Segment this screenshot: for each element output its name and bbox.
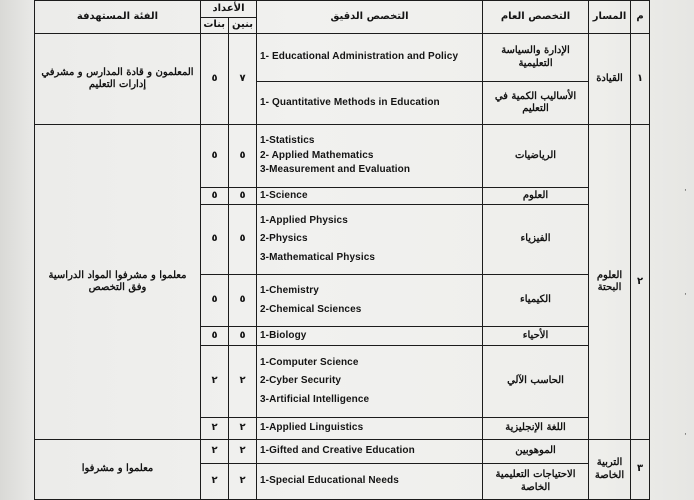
precise-cell: [257, 327, 483, 346]
general-cell: الرياضيات: [483, 125, 589, 188]
general-cell: الموهوبين: [483, 440, 589, 464]
precise-item: 1-Chemistry: [260, 284, 319, 296]
header-row: [35, 1, 650, 18]
track-cell: التربية الخاصة: [589, 440, 631, 500]
girls-count: ٢: [201, 464, 229, 500]
precise-item: 3-Artificial Intelligence: [260, 393, 370, 405]
general-cell: الأساليب الكمية في التعليم: [483, 82, 589, 125]
scan-mark: ·: [684, 290, 687, 300]
specializations-table: [34, 0, 650, 500]
precise-item: 1-Gifted and Creative Education: [260, 445, 415, 457]
girls-count: ٢: [201, 346, 229, 418]
general-cell: الفيزياء: [483, 205, 589, 275]
boys-count: ٥: [229, 327, 257, 346]
general-cell: الإدارة والسياسة التعليمية: [483, 34, 589, 82]
precise-item: 3-Mathematical Physics: [260, 251, 376, 263]
girls-count: ٥: [201, 205, 229, 275]
header-boys: بنين: [229, 18, 257, 34]
precise-cell: [257, 346, 483, 418]
precise-item: 3-Measurement and Evaluation: [260, 164, 411, 176]
group-number: ١: [631, 34, 650, 125]
boys-count: ٥: [229, 188, 257, 205]
general-cell: الحاسب الآلي: [483, 346, 589, 418]
precise-cell: [257, 125, 483, 188]
girls-count: ٢: [201, 440, 229, 464]
precise-cell: [257, 275, 483, 327]
precise-cell: [257, 188, 483, 205]
target-cell: معلموا و مشرفوا: [35, 440, 201, 500]
scan-mark: ·: [684, 186, 687, 196]
precise-item: 1-Science: [260, 189, 308, 201]
precise-item: 1-Special Educational Needs: [260, 475, 399, 487]
table-row: [35, 440, 650, 464]
girls-count: ٥: [201, 125, 229, 188]
precise-item: 1-Applied Physics: [260, 214, 348, 226]
girls-count: ٥: [201, 34, 229, 125]
precise-item: 1- Quantitative Methods in Education: [260, 96, 440, 108]
general-cell: الأحياء: [483, 327, 589, 346]
boys-count: ٢: [229, 464, 257, 500]
precise-cell: [257, 418, 483, 440]
boys-count: ٢: [229, 418, 257, 440]
header-general: التخصص العام: [483, 1, 589, 34]
general-cell: اللغة الإنجليزية: [483, 418, 589, 440]
boys-count: ٥: [229, 205, 257, 275]
girls-count: ٥: [201, 327, 229, 346]
precise-cell: [257, 440, 483, 464]
precise-cell: [257, 205, 483, 275]
group-number: ٣: [631, 440, 650, 500]
header-girls: بنات: [201, 18, 229, 34]
precise-item: 2-Chemical Sciences: [260, 304, 362, 315]
precise-item: 1-Computer Science: [260, 356, 359, 368]
precise-item: 1-Applied Linguistics: [260, 422, 364, 434]
header-counts: الأعداد: [201, 1, 257, 18]
target-cell: المعلمون و قادة المدارس و مشرفي إدارات التعليم: [35, 34, 201, 125]
precise-cell: [257, 34, 483, 82]
girls-count: ٢: [201, 418, 229, 440]
precise-item: 1- Educational Administration and Policy: [260, 51, 459, 63]
boys-count: ٥: [229, 275, 257, 327]
track-cell: القيادة: [589, 34, 631, 125]
group-number: ٢: [631, 125, 650, 440]
boys-count: ٢: [229, 440, 257, 464]
general-cell: الاحتياجات التعليمية الخاصة: [483, 464, 589, 500]
header-precise: التخصص الدقيق: [257, 1, 483, 34]
header-track: المسار: [589, 1, 631, 34]
general-cell: العلوم: [483, 188, 589, 205]
scan-mark: ·: [684, 430, 687, 440]
girls-count: ٥: [201, 275, 229, 327]
precise-item: 2-Cyber Security: [260, 375, 342, 387]
header-target: الفئة المستهدفة: [35, 1, 201, 34]
precise-item: 1-Statistics: [260, 135, 315, 147]
boys-count: ٢: [229, 346, 257, 418]
precise-cell: [257, 464, 483, 500]
table-row: [35, 125, 650, 188]
target-cell: معلموا و مشرفوا المواد الدراسية وفق التخصص: [35, 125, 201, 440]
precise-item: 2-Physics: [260, 233, 308, 245]
precise-item: 1-Biology: [260, 329, 307, 341]
girls-count: ٥: [201, 188, 229, 205]
precise-item: 2- Applied Mathematics: [260, 149, 374, 161]
precise-cell: [257, 82, 483, 125]
boys-count: ٥: [229, 125, 257, 188]
track-cell: العلوم البحتة: [589, 125, 631, 440]
boys-count: ٧: [229, 34, 257, 125]
header-m: م: [631, 1, 650, 34]
table-row: [35, 34, 650, 82]
general-cell: الكيمياء: [483, 275, 589, 327]
